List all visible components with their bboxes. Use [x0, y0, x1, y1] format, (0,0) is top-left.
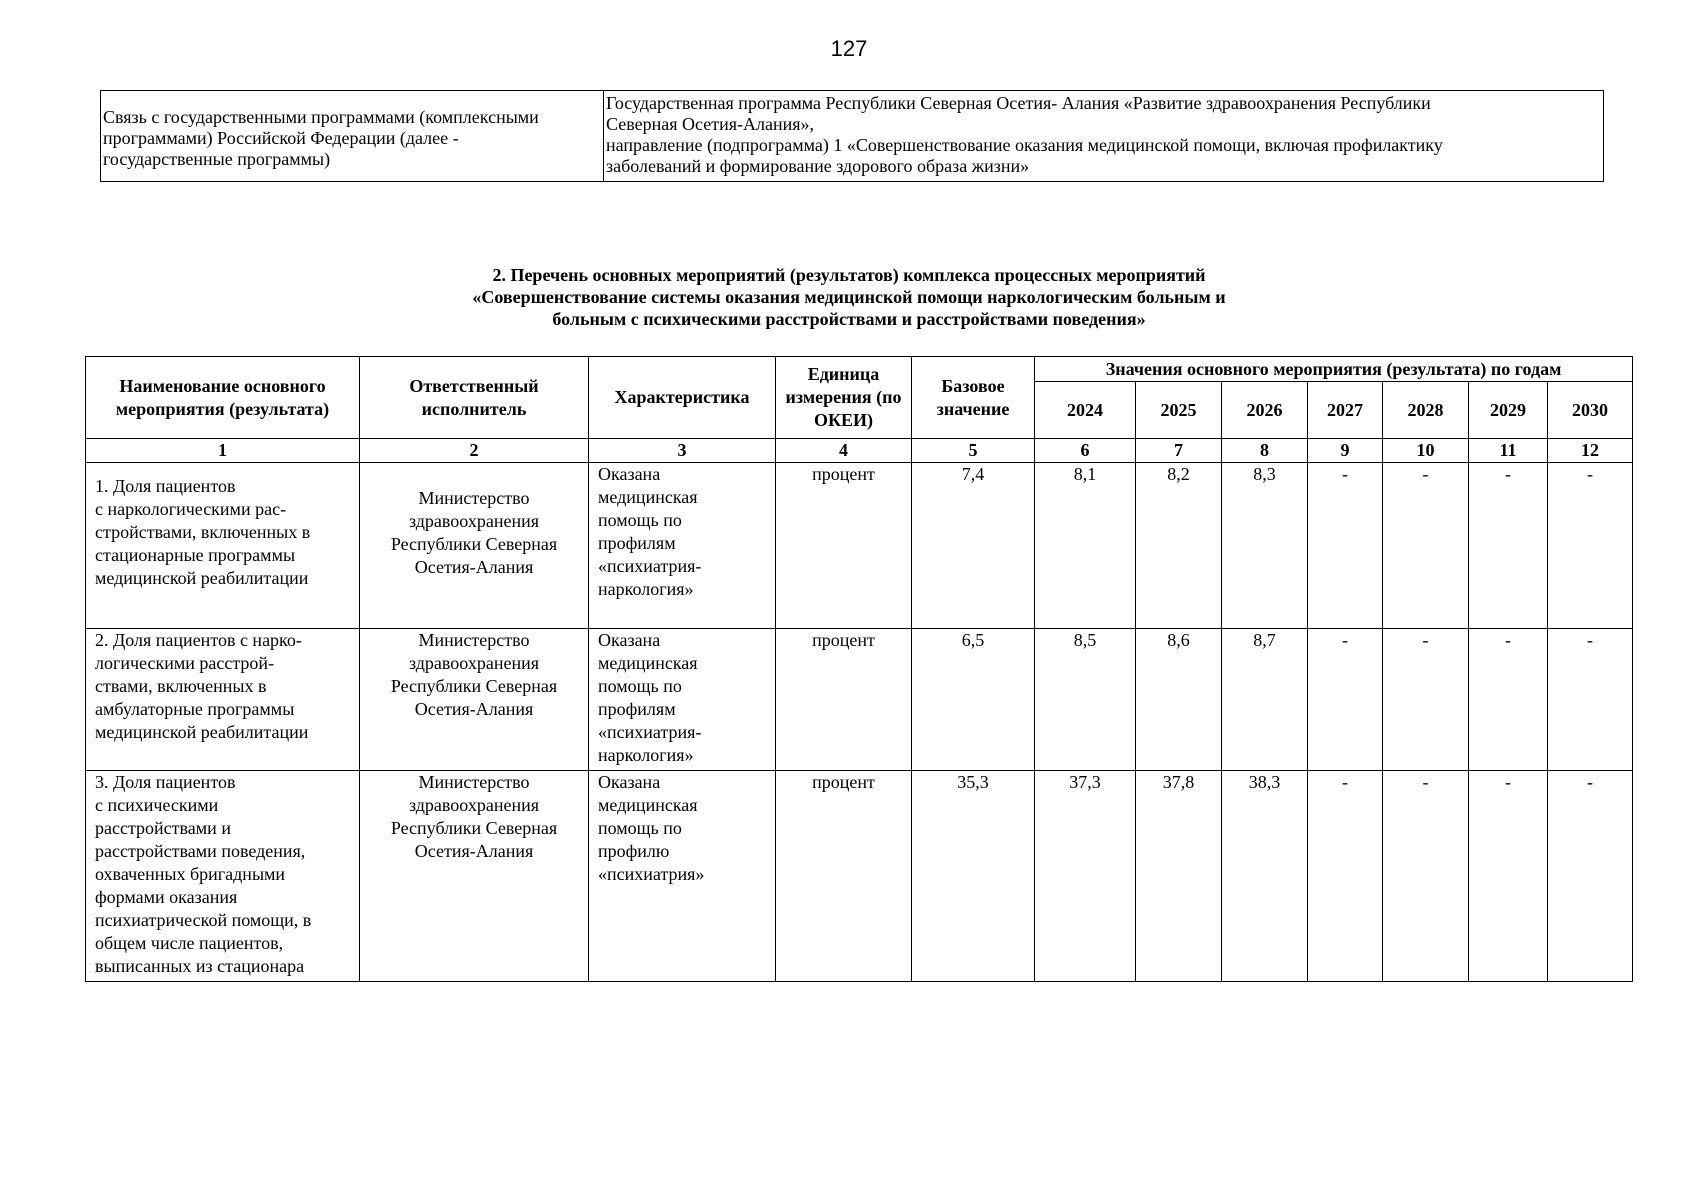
column-number: 8 [1222, 439, 1308, 463]
measure-name-line: 3. Доля пациентов [95, 772, 236, 792]
year-value: - [1308, 463, 1383, 629]
year-value: - [1383, 629, 1469, 771]
characteristic-line: «психиатрия- [598, 556, 702, 576]
year-value: 8,5 [1035, 629, 1136, 771]
measures-table [85, 356, 1633, 982]
unit-of-measure: процент [776, 771, 912, 982]
unit-of-measure: процент [776, 629, 912, 771]
header-year: 2025 [1136, 382, 1222, 439]
column-number: 1 [86, 439, 360, 463]
column-number: 11 [1469, 439, 1548, 463]
responsible-line: здравоохранения [408, 795, 540, 815]
year-value: - [1308, 629, 1383, 771]
year-value: - [1469, 463, 1548, 629]
characteristic-line: профилю [598, 841, 670, 861]
header-base-value: Базовое значение [912, 357, 1035, 439]
column-number: 4 [776, 439, 912, 463]
header-year: 2027 [1308, 382, 1383, 439]
measure-name-line: психиатрической помощи, в [95, 910, 312, 930]
program-link-label-line: государственные программы) [103, 149, 331, 169]
responsible-line: Осетия-Алания [414, 557, 534, 577]
section-title-line: «Совершенствование системы оказания медицинской помощи наркологическим больным и [472, 287, 1226, 307]
table-header-row [86, 357, 1633, 382]
table-row [86, 629, 1633, 771]
responsible-executor [360, 771, 589, 982]
characteristic-line: наркология» [598, 745, 694, 765]
measure-name [86, 629, 360, 771]
characteristic-line: профилям [598, 533, 676, 553]
year-value: 38,3 [1222, 771, 1308, 982]
column-number: 7 [1136, 439, 1222, 463]
measure-name-line: формами оказания [95, 887, 238, 907]
measure-name-line: медицинской реабилитации [95, 722, 309, 742]
year-value: 37,8 [1136, 771, 1222, 982]
characteristic-line: «психиатрия» [598, 864, 705, 884]
characteristic-line: Оказана [598, 630, 661, 650]
program-link-label [101, 91, 604, 182]
column-number: 12 [1548, 439, 1633, 463]
measure-name-line: с психическими [95, 795, 219, 815]
table-row [86, 771, 1633, 982]
header-name: Наименование основного мероприятия (результата) [86, 357, 360, 439]
characteristic-line: профилям [598, 699, 676, 719]
program-link-value-line: заболеваний и формирование здорового образа жизни» [606, 156, 1030, 176]
measure-name-line: общем числе пациентов, [95, 933, 284, 953]
page-number: 127 [830, 36, 868, 61]
responsible-line: здравоохранения [408, 511, 540, 531]
responsible-line: Министерство [418, 488, 530, 508]
year-value: - [1469, 771, 1548, 982]
program-link-value [604, 91, 1604, 182]
responsible-line: Осетия-Алания [414, 841, 534, 861]
header-years-group: Значения основного мероприятия (результата) по годам [1035, 357, 1633, 382]
characteristic [589, 771, 776, 982]
characteristic-line: Оказана [598, 772, 661, 792]
header-year: 2030 [1548, 382, 1633, 439]
responsible-line: Министерство [418, 772, 530, 792]
program-link-table [100, 90, 1604, 182]
column-number-row [86, 439, 1633, 463]
column-number: 6 [1035, 439, 1136, 463]
year-value: 8,3 [1222, 463, 1308, 629]
header-characteristic: Характеристика [589, 357, 776, 439]
section-title-line: 2. Перечень основных мероприятий (результатов) комплекса процессных мероприятий [492, 265, 1206, 285]
base-value: 6,5 [912, 629, 1035, 771]
program-link-value-line: Северная Осетия-Алания», [606, 114, 814, 134]
program-link-value-line: направление (подпрограмма) 1 «Совершенствование оказания медицинской помощи, включая профилактику [606, 135, 1443, 155]
measure-name-line: выписанных из стационара [95, 956, 305, 976]
header-year: 2029 [1469, 382, 1548, 439]
characteristic-line: помощь по [598, 818, 682, 838]
characteristic-line: помощь по [598, 676, 682, 696]
year-value: 8,7 [1222, 629, 1308, 771]
measure-name-line: 1. Доля пациентов [95, 476, 236, 496]
program-link-label-line: Связь с государственными программами (комплексными [103, 107, 539, 127]
unit-of-measure: процент [776, 463, 912, 629]
base-value: 35,3 [912, 771, 1035, 982]
responsible-executor [360, 629, 589, 771]
measure-name [86, 463, 360, 629]
column-number: 3 [589, 439, 776, 463]
measure-name-line: логическими расстрой- [95, 653, 275, 673]
year-value: - [1469, 629, 1548, 771]
column-number: 10 [1383, 439, 1469, 463]
measure-name-line: расстройствами поведения, [95, 841, 306, 861]
year-value: - [1383, 463, 1469, 629]
year-value: - [1548, 629, 1633, 771]
header-year: 2028 [1383, 382, 1469, 439]
year-value: - [1383, 771, 1469, 982]
characteristic [589, 629, 776, 771]
program-link-label-line: программами) Российской Федерации (далее - [103, 128, 459, 148]
year-value: - [1548, 463, 1633, 629]
responsible-line: Министерство [418, 630, 530, 650]
measure-name [86, 771, 360, 982]
column-number: 5 [912, 439, 1035, 463]
responsible-line: Осетия-Алания [414, 699, 534, 719]
header-responsible: Ответственный исполнитель [360, 357, 589, 439]
header-year: 2026 [1222, 382, 1308, 439]
section-title-line: больным с психическими расстройствами и расстройствами поведения» [552, 309, 1146, 329]
responsible-executor [360, 463, 589, 629]
year-value: 8,1 [1035, 463, 1136, 629]
responsible-line: здравоохранения [408, 653, 540, 673]
measure-name-line: с наркологическими рас- [95, 499, 287, 519]
characteristic [589, 463, 776, 629]
characteristic-line: помощь по [598, 510, 682, 530]
responsible-line: Республики Северная [390, 534, 558, 554]
year-value: - [1308, 771, 1383, 982]
characteristic-line: медицинская [598, 795, 698, 815]
measure-name-line: медицинской реабилитации [95, 568, 309, 588]
program-link-row [101, 91, 1604, 182]
section-title [0, 264, 1698, 330]
measure-name-line: расстройствами и [95, 818, 231, 838]
table-row [86, 463, 1633, 629]
responsible-line: Республики Северная [390, 818, 558, 838]
characteristic-line: Оказана [598, 464, 661, 484]
measure-name-line: 2. Доля пациентов с нарко- [95, 630, 302, 650]
measure-name-line: амбулаторные программы [95, 699, 295, 719]
characteristic-line: медицинская [598, 653, 698, 673]
characteristic-line: медицинская [598, 487, 698, 507]
year-value: 37,3 [1035, 771, 1136, 982]
year-value: 8,2 [1136, 463, 1222, 629]
year-value: - [1548, 771, 1633, 982]
column-number: 2 [360, 439, 589, 463]
characteristic-line: наркология» [598, 579, 694, 599]
measure-name-line: ствами, включенных в [95, 676, 267, 696]
program-link-value-line: Государственная программа Республики Северная Осетия- Алания «Развитие здравоохранения Республики [606, 93, 1431, 113]
measure-name-line: стройствами, включенных в [95, 522, 311, 542]
column-number: 9 [1308, 439, 1383, 463]
measure-name-line: охваченных бригадными [95, 864, 286, 884]
year-value: 8,6 [1136, 629, 1222, 771]
header-unit: Единица измерения (по ОКЕИ) [776, 357, 912, 439]
base-value: 7,4 [912, 463, 1035, 629]
responsible-line: Республики Северная [390, 676, 558, 696]
measure-name-line: стационарные программы [95, 545, 296, 565]
characteristic-line: «психиатрия- [598, 722, 702, 742]
header-year: 2024 [1035, 382, 1136, 439]
